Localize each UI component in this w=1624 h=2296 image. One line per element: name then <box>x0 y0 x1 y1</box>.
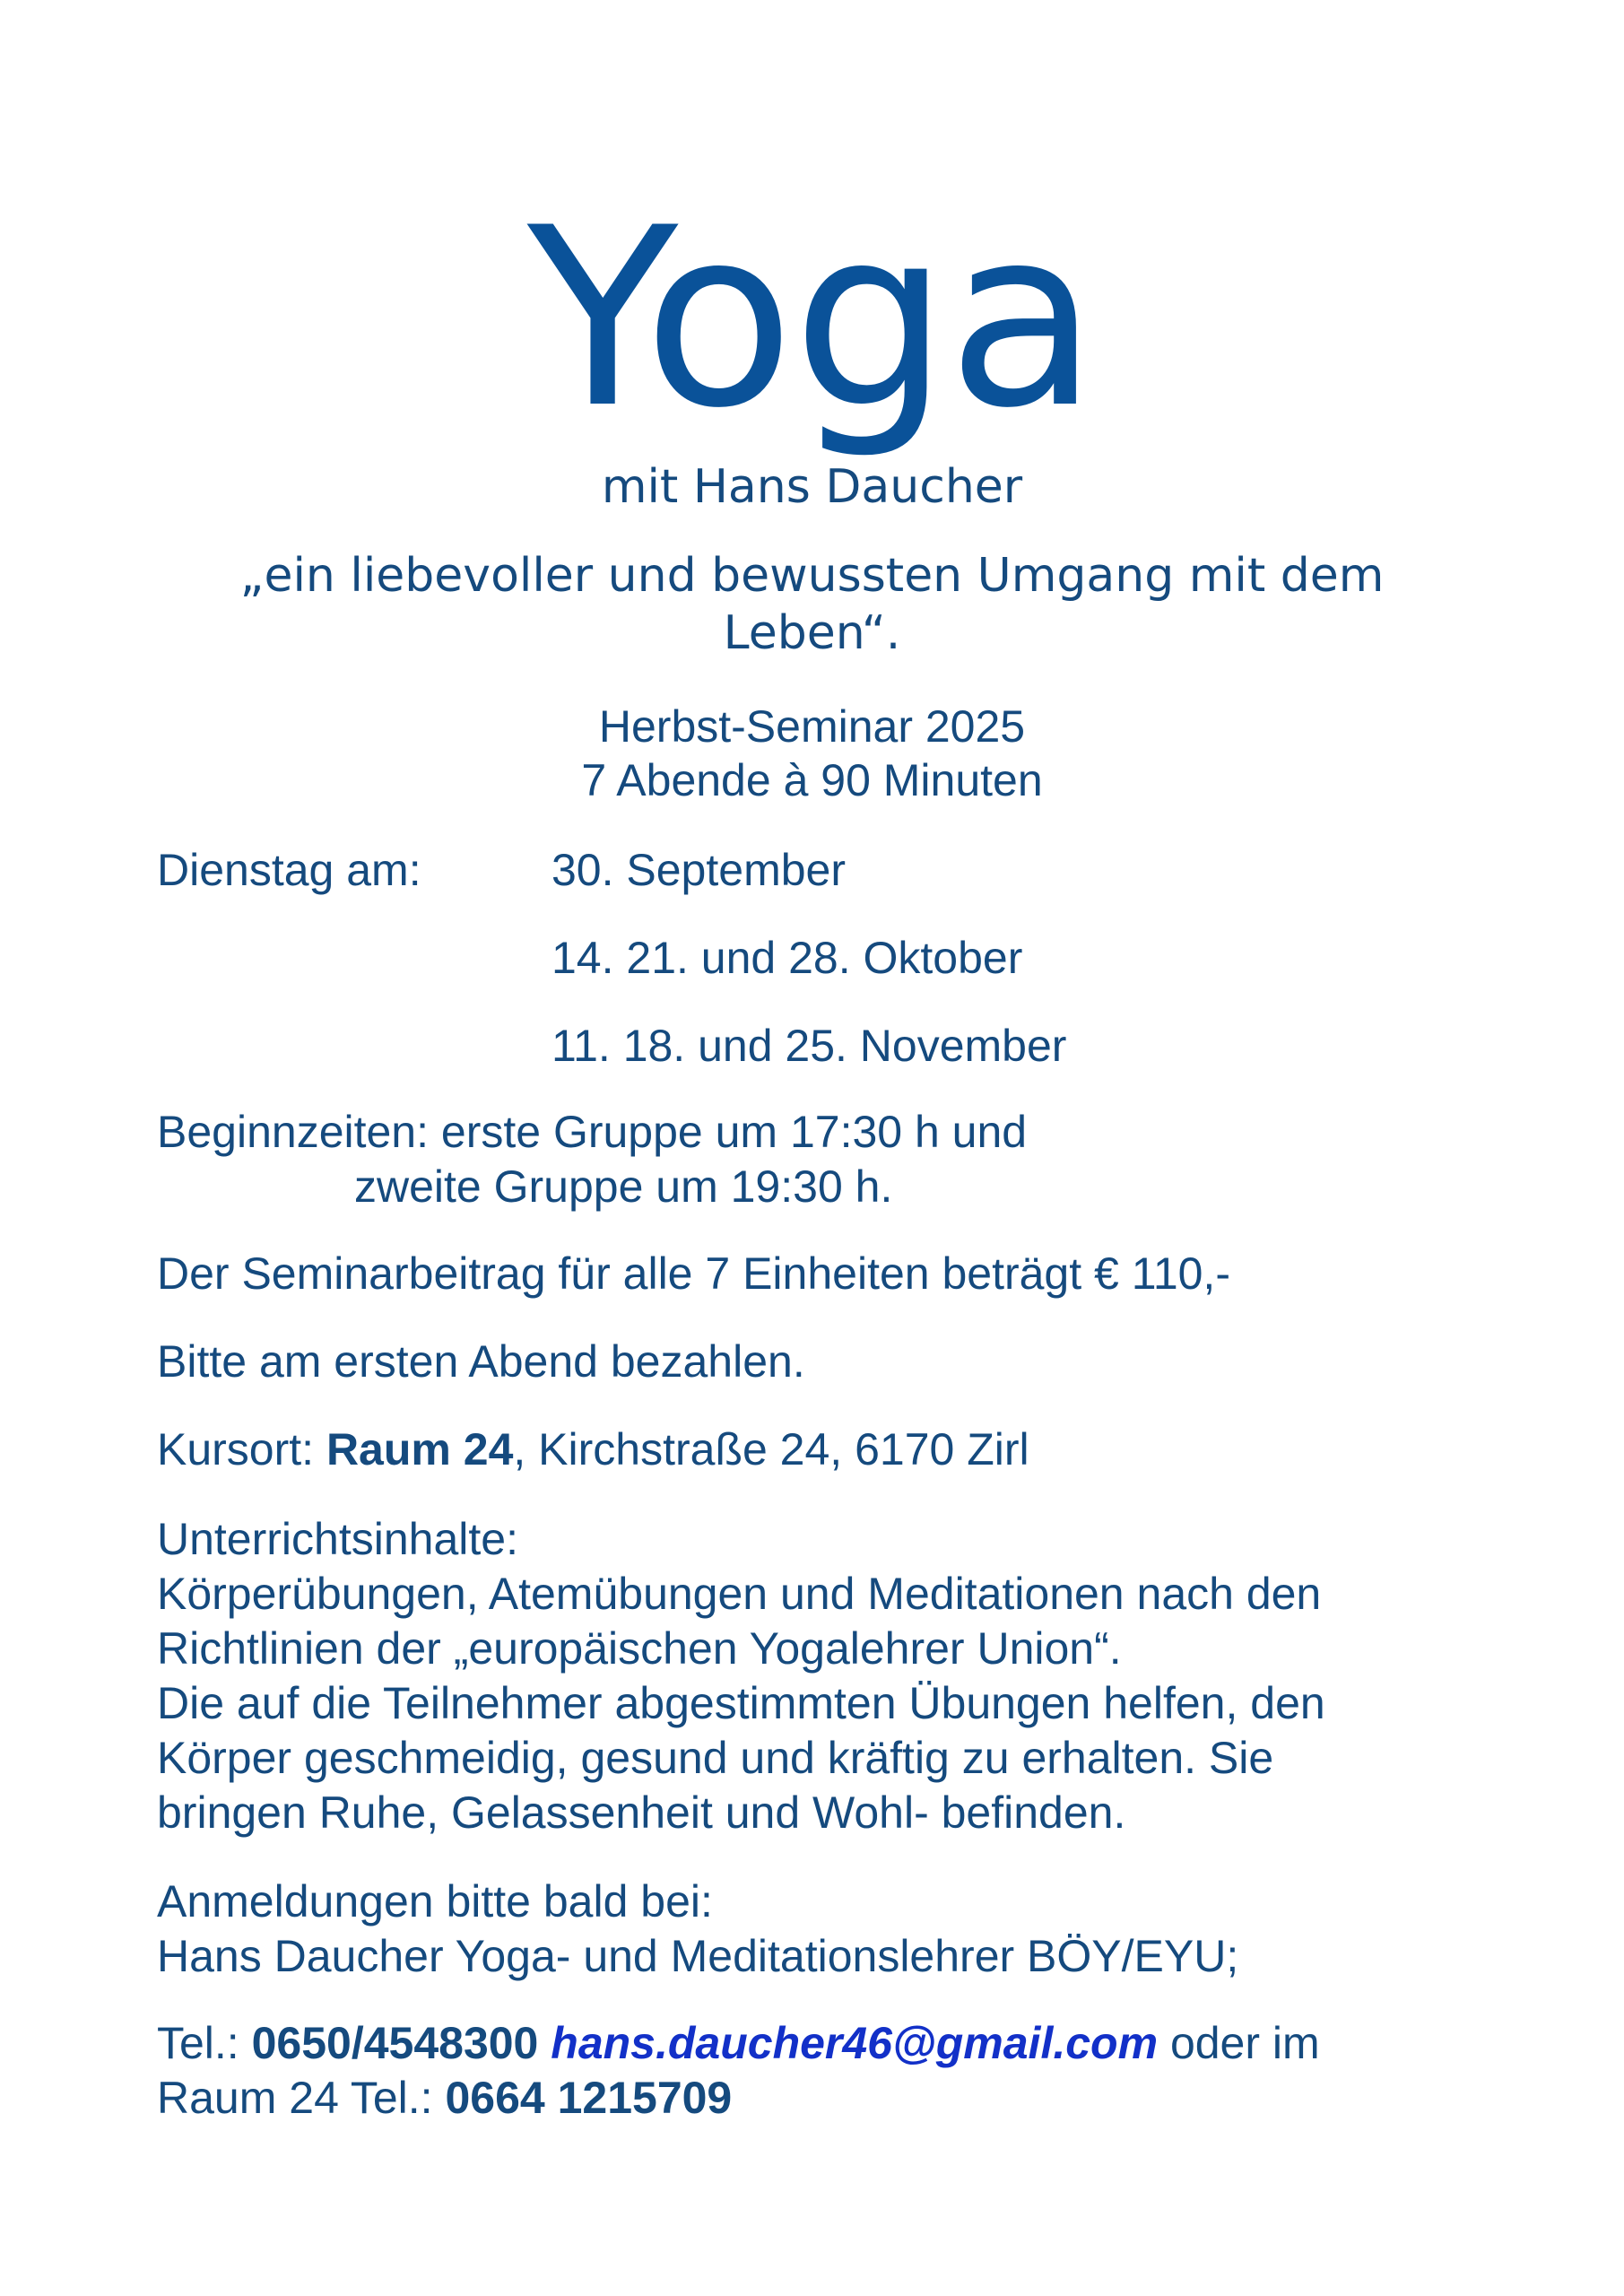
location-text <box>157 1422 1457 1477</box>
contact-line <box>157 2016 1457 2071</box>
phone-number: 0650/4548300 <box>251 2018 539 2068</box>
start-times <box>157 1105 1457 1214</box>
content-line: Die auf die Teilnehmer abgestimmten Übungen helfen, den <box>157 1678 1325 1728</box>
venue-tel-label: Raum 24 Tel.: <box>157 2073 446 2123</box>
schedule-date: 11. 18. und 25. November <box>551 1021 1067 1071</box>
schedule-date: 30. September <box>551 845 846 895</box>
or-text: oder im <box>1158 2018 1320 2068</box>
course-content <box>157 1512 1457 1840</box>
schedule-date: 14. 21. und 28. Oktober <box>551 933 1023 983</box>
phone-number: 0664 1215709 <box>445 2073 733 2123</box>
location-venue: Raum 24 <box>326 1424 514 1474</box>
payment-text: Bitte am ersten Abend bezahlen. <box>157 1336 805 1387</box>
content-line: Körperübungen, Atemübungen und Meditationen nach den <box>157 1569 1322 1619</box>
contact-line <box>157 2071 1457 2126</box>
fee-text: Der Seminarbeitrag für alle 7 Einheiten beträgt € 110,- <box>157 1248 1230 1299</box>
registration-line: Anmeldungen bitte bald bei: <box>157 1876 713 1926</box>
page-title: Yoga <box>527 175 1097 462</box>
seminar-duration: 7 Abende à 90 Minuten <box>581 755 1043 805</box>
start-times-line: Beginnzeiten: erste Gruppe um 17:30 h und <box>157 1107 1028 1157</box>
motto-quote: „ein liebevoller und bewussten Umgang mit dem Leben“. <box>239 549 1385 660</box>
instructor-subtitle: mit Hans Daucher <box>601 460 1023 514</box>
content-line: Richtlinien der „europäischen Yogalehrer Union“. <box>157 1623 1122 1674</box>
content-heading: Unterrichtsinhalte: <box>157 1514 518 1564</box>
registration-line: Hans Daucher Yoga- und Meditationslehrer BÖY/EYU; <box>157 1931 1239 1981</box>
seminar-name: Herbst-Seminar 2025 <box>598 701 1026 752</box>
schedule-label: Dienstag am: <box>157 845 421 895</box>
location-address: , Kirchstraße 24, 6170 Zirl <box>513 1424 1029 1474</box>
start-times-line: zweite Gruppe um 19:30 h. <box>354 1161 893 1212</box>
contact-info <box>157 2016 1457 2126</box>
content-line: bringen Ruhe, Gelassenheit und Wohl- befinden. <box>157 1787 1126 1838</box>
email-link[interactable]: hans.daucher46@gmail.com <box>551 2018 1159 2068</box>
registration-info <box>157 1874 1457 1984</box>
location-label: Kursort: <box>157 1424 326 1474</box>
tel-label: Tel.: <box>157 2018 252 2068</box>
content-line: Körper geschmeidig, gesund und kräftig zu erhalten. Sie <box>157 1733 1274 1783</box>
